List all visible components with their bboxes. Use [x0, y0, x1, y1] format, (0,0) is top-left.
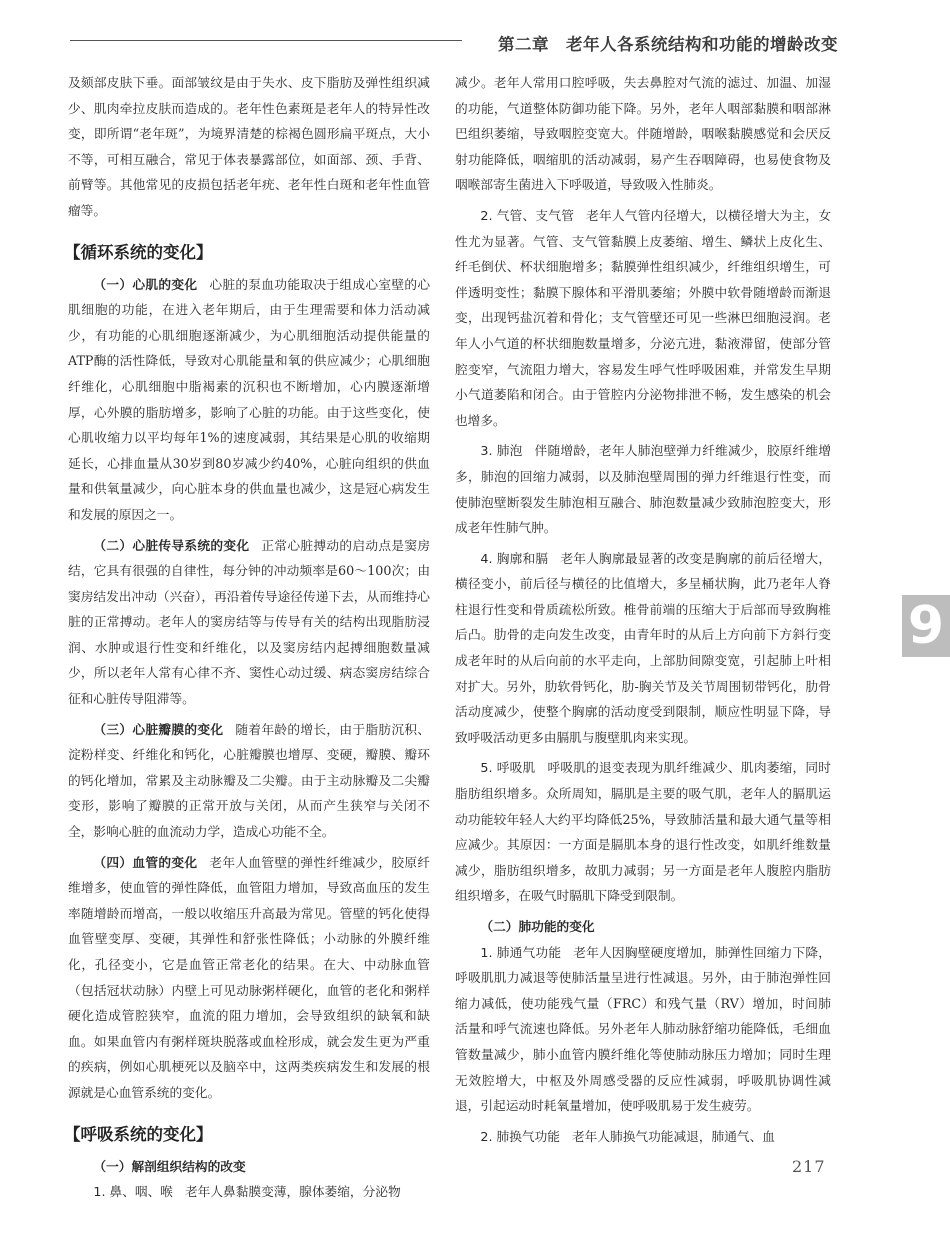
running-head: 第二章 老年人各系统结构和功能的增龄改变: [498, 35, 838, 54]
page-number: 217: [792, 1157, 826, 1176]
subheading-myocardium: （一）心肌的变化: [93, 276, 198, 292]
subheading-lung-function: （二）肺功能的变化: [480, 919, 595, 934]
paragraph-nose-continued: 减少。老年人常用口腔呼吸，失去鼻腔对气流的滤过、加温、加湿的功能，气道整体防御功能下降。另外，老年人咽部黏膜和咽部淋巴组织萎缩，导致咽腔变宽大。伴随增龄，咽喉黏膜感觉和会厌反射功能降低，咽缩肌的活动减弱，易产生吞咽障碍，也易使食物及咽喉部寄生菌进入下呼吸道，导致吸入性肺炎。: [455, 75, 831, 193]
text-conduction-system: 正常心脏搏动的启动点是窦房结，它具有很强的自律性，每分钟的冲动频率是60～100次；由窦房结发出冲动（兴奋），再沿着传导途径传递下去，从而维持心脏的正常搏动。老年人的窦房结等与传导有关的结构出现脂肪浸润、水肿或退行性变和纤维化，以及窦房结内起搏细胞数量减少，所以老年人常有心律不齐、窦性心动过缓、病态窦房结综合征和心脏传导阻滞等。: [68, 537, 431, 707]
paragraph-blood-vessels: [68, 850, 430, 1106]
item-title-thorax-diaphragm: 4. 胸廓和膈: [480, 550, 549, 566]
text-gas-exchange: 老年人肺换气功能减退，肺通气、血: [571, 1128, 775, 1144]
text-ventilation: 老年人因胸壁硬度增加，肺弹性回缩力下降，呼吸肌肌力减退等使肺活量呈进行性减退。另外，由于肺泡弹性回缩力减低，使功能残气量（FRC）和残气量（RV）增加，时间肺活量和呼气流速也降低。另外老年人肺动脉舒缩功能降低，毛细血管数量减少，肺小血管内膜纤维化等使肺动脉压力增加；同时生理无效腔增大，中枢及外周感受器的反应性减弱，呼吸肌协调性减退，引起运动时耗氧量增加，使呼吸肌易于发生疲劳。: [455, 944, 831, 1114]
header-rule: [70, 40, 462, 41]
item-title-gas-exchange: 2. 肺换气功能: [480, 1128, 560, 1144]
text-heart-valves: 随着年龄的增长，由于脂肪沉积、淀粉样变、纤维化和钙化，心脏瓣膜也增厚、变硬，瓣膜、瓣环的钙化增加，常累及主动脉瓣及二尖瓣。由于主动脉瓣及二尖瓣变形，影响了瓣膜的正常开放与关闭，从而产生狭窄与关闭不全，影响心脏的血流动力学，造成心功能不全。: [68, 721, 431, 840]
item-title-ventilation: 1. 肺通气功能: [480, 944, 562, 960]
item-title-nose-pharynx-larynx: 1. 鼻、咽、喉: [93, 1184, 173, 1200]
left-column: [64, 70, 431, 1210]
item-title-trachea-bronchi: 2. 气管、支气管: [480, 207, 575, 223]
subheading-heart-valves: （三）心脏瓣膜的变化: [93, 721, 224, 737]
right-column: [455, 70, 831, 1154]
paragraph-respiratory-muscles: [455, 755, 831, 909]
paragraph-myocardium: [68, 272, 430, 528]
paragraph-trachea-bronchi: [455, 203, 831, 433]
paragraph-heart-valves: [68, 717, 430, 845]
heading-circulatory-system: 【循环系统的变化】: [64, 242, 213, 262]
paragraph-ventilation: [455, 940, 831, 1119]
text-alveoli: 伴随增龄，老年人肺泡壁弹力纤维减少，胶原纤维增多，肺泡的回缩力减弱，以及肺泡壁周围的弹力纤维退行性变，而使肺泡壁断裂发生肺泡相互融合、肺泡数量减少致肺泡腔变大，形成老年性肺气肿。: [455, 443, 832, 536]
paragraph-nose-pharynx-larynx: [68, 1179, 430, 1205]
subheading-anatomy: （一）解剖组织结构的改变: [93, 1158, 246, 1174]
item-title-alveoli: 3. 肺泡: [480, 443, 523, 459]
item-title-respiratory-muscles: 5. 呼吸肌: [480, 760, 536, 776]
subheading-conduction-system: （二）心脏传导系统的变化: [93, 537, 250, 553]
subheading-blood-vessels: （四）血管的变化: [93, 854, 198, 870]
text-blood-vessels: 老年人血管壁的弹性纤维减少，胶原纤维增多，使血管的弹性降低，血管阻力增加，导致高血压的发生率随增龄而增高，一般以收缩压升高最为常见。管壁的钙化使得血管壁变厚、变硬，其弹性和舒张性降低；小动脉的外膜纤维化，孔径变小，它是血管正常老化的结果。在大、中动脉血管（包括冠状动脉）内壁上可见动脉粥样硬化，血管的老化和粥样硬化造成管腔狭窄，血流的阻力增加，会导致组织的缺氧和缺血。如果血管内有粥样斑块脱落或血栓形成，就会发生更为严重的疾病，例如心肌梗死以及脑卒中，这两类疾病发生和发展的根源就是心血管系统的变化。: [68, 854, 431, 1100]
text-trachea-bronchi: 老年人气管内径增大，以横径增大为主，女性尤为显著。气管、支气管黏膜上皮萎缩、增生、鳞状上皮化生、纤毛倒伏、杯状细胞增多；黏膜弹性组织减少，纤维组织增生，可伴透明变性；黏膜下腺体和平滑肌萎缩；外膜中软骨随增龄而渐退变，出现钙盐沉着和骨化；支气管壁还可见一些淋巴细胞浸润。老年人小气道的杯状细胞数量增多，分泌亢进，黏液滞留，使部分管腔变窄，气流阻力增大，容易发生呼气性呼吸困难，并常发生早期小气道萎陷和闭合。由于管腔内分泌物排泄不畅，发生感染的机会也增多。: [455, 207, 832, 428]
text-nose-pharynx-larynx: 老年人鼻黏膜变薄，腺体萎缩，分泌物: [184, 1184, 401, 1200]
chapter-thumb-tab: 9: [902, 595, 950, 657]
paragraph-alveoli: [455, 438, 831, 540]
text-respiratory-muscles: 呼吸肌的退变表现为肌纤维减少、肌肉萎缩，同时脂肪组织增多。众所周知，膈肌是主要的吸气肌，老年人的膈肌运动功能较年轻人大约平均降低25%，导致肺活量和最大通气量等相应减少。其原因：一方面是膈肌本身的退行性改变，如肌纤维数量减少，脂肪组织增多，故肌力减弱；另一方面是老年人腹腔内脂肪组织增多，在吸气时膈肌下降受到限制。: [455, 760, 831, 904]
text-myocardium: 心脏的泵血功能取决于组成心室壁的心肌细胞的功能，在进入老年期后，由于生理需要和体力活动减少，有功能的心肌细胞逐渐减少，为心肌细胞活动提供能量的ATP酶的活性降低，导致对心肌能量和氧的供应减少；心肌细胞纤维化，心肌细胞中脂褐素的沉积也不断增加，心内膜逐渐增厚，心外膜的脂肪增多，影响了心脏的功能。由于这些变化，使心肌收缩力以平均每年1%的速度减弱，其结果是心肌的收缩期延长，心排血量从30岁到80岁减少约40%，心脏向组织的供血量和供氧量减少，向心脏本身的供血量也减少，这是冠心病发生和发展的原因之一。: [68, 276, 431, 522]
paragraph-thorax-diaphragm: [455, 546, 831, 751]
text-thorax-diaphragm: 老年人胸廓最显著的改变是胸廓的前后径增大，横径变小，前后径与横径的比值增大，多呈桶状胸，此乃老年人脊柱退行性变和骨质疏松所致。椎骨前端的压缩大于后部而导致胸椎后凸。肋骨的走向发生改变，由青年时的从后上方向前下方斜行变成老年时的从后向前的水平走向，上部肋间隙变宽，引起肺上叶相对扩大。另外，肋软骨钙化，肋-胸关节及关节周围韧带钙化，肋骨活动度减少，使整个胸廓的活动度受到限制，顺应性明显下降，导致呼吸活动更多由膈肌与腹壁肌肉来实现。: [455, 550, 832, 745]
paragraph-skin-continued: 及颏部皮肤下垂。面部皱纹是由于失水、皮下脂肪及弹性组织减少、肌肉牵拉皮肤而造成的。老年性色素斑是老年人的特异性改变，即所谓“老年斑”，为境界清楚的棕褐色圆形扁平斑点，大小不等，可相互融合，常见于体表暴露部位，如面部、颈、手背、前臂等。其他常见的皮损包括老年疣、老年性白斑和老年性血管瘤等。: [68, 75, 430, 218]
heading-respiratory-system: 【呼吸系统的变化】: [64, 1124, 213, 1144]
paragraph-gas-exchange: [455, 1124, 831, 1150]
paragraph-conduction-system: [68, 533, 430, 712]
